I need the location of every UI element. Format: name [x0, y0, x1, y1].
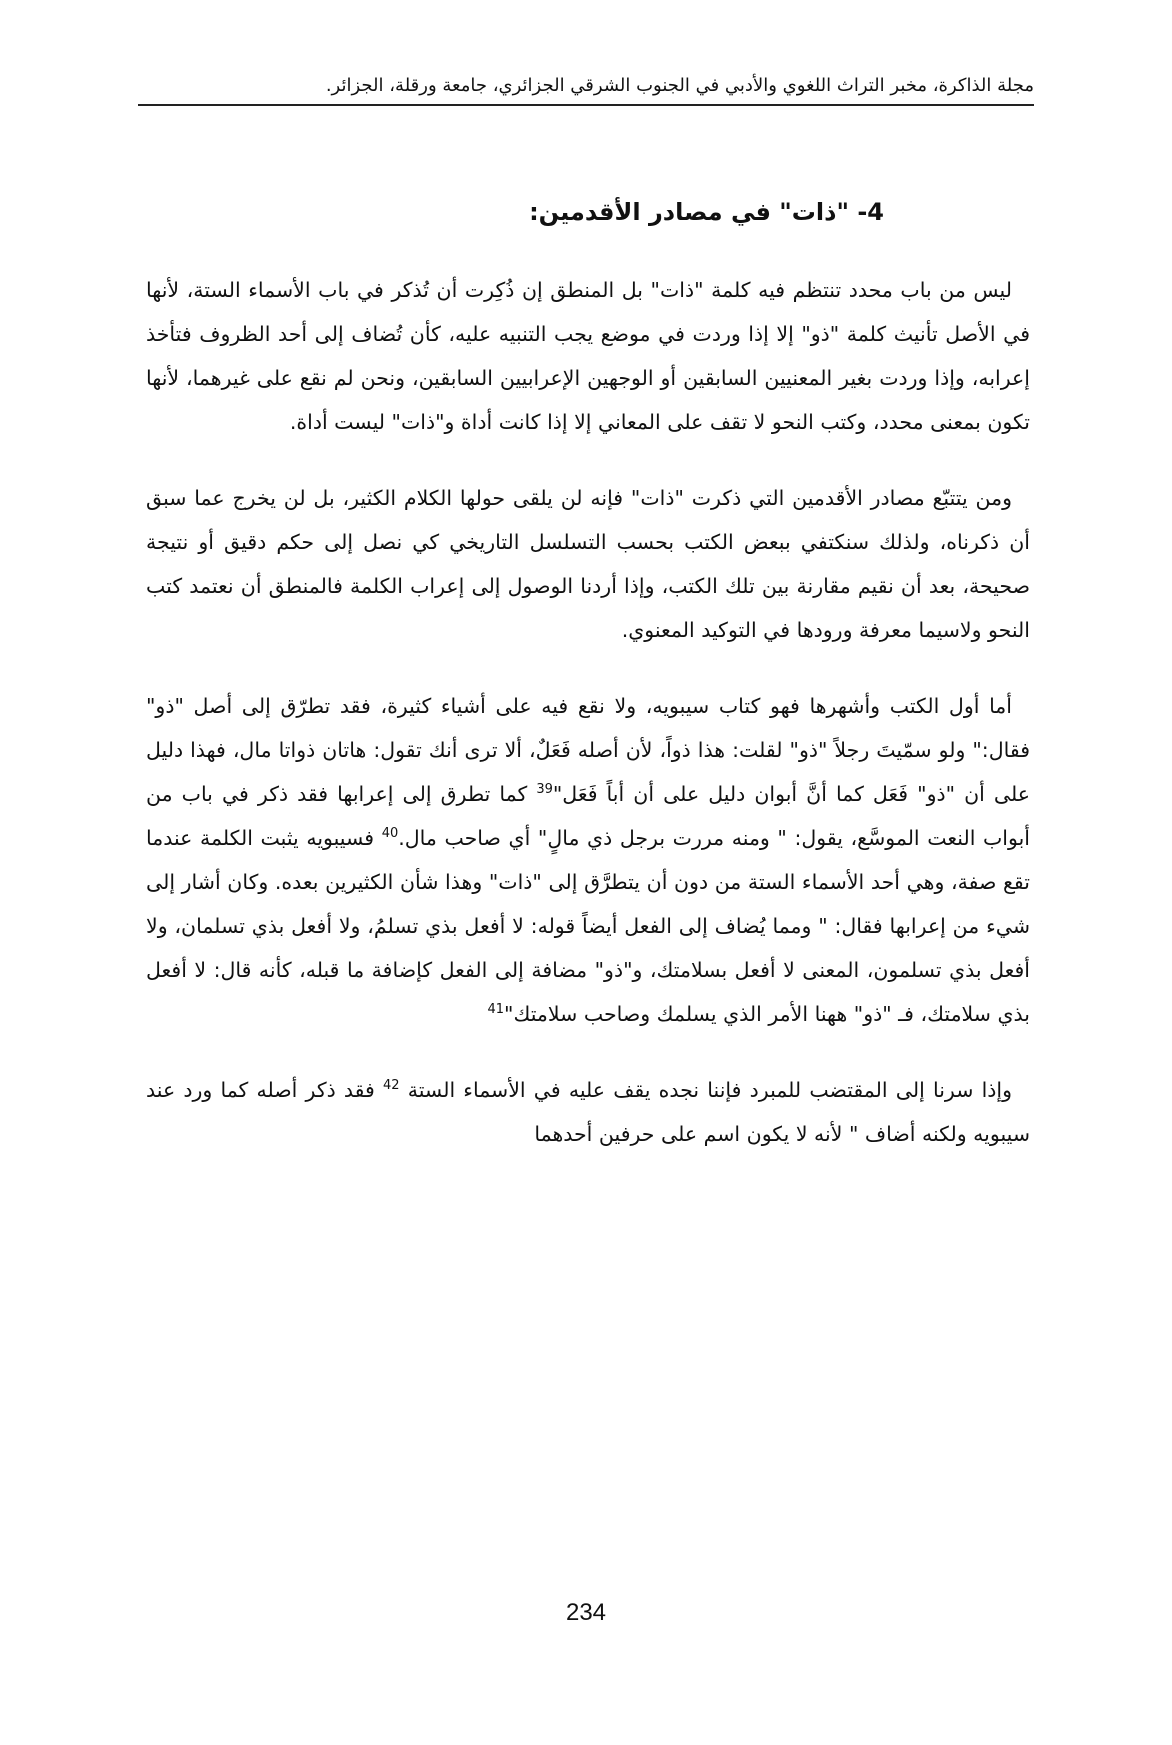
journal-running-header: مجلة الذاكرة، مخبر التراث اللغوي والأدبي في الجنوب الشرقي الجزائري، جامعة ورقلة، الجزائر. [138, 68, 1034, 106]
paragraph-1 [146, 268, 1030, 444]
paragraph-3-text-c: فسيبويه يثبت الكلمة عندما تقع صفة، وهي أحد الأسماء الستة من دون أن يتطرَّق إلى "ذات" وهذا شأن الكثيرين بعده. وكان أشار إلى شيء من إعرابها فقال: " ومما يُضاف إلى الفعل أيضاً قوله: لا أفعل بذي تسلمُ، ولا أفعل بذي تسلمان، ولا أفعل بذي تسلمون، المعنى لا أفعل بسلامتك، و"ذو" مضافة إلى الفعل كإضافة ما قبله، كأنه قال: لا أفعل بذي سلامتك، فـ "ذو" ههنا الأمر الذي يسلمك وصاحب سلامتك" [146, 826, 1030, 1026]
paragraph-1-text: ليس من باب محدد تنتظم فيه كلمة "ذات" بل المنطق إن ذُكِرت أن تُذكر في باب الأسماء الستة، لأنها في الأصل تأنيث كلمة "ذو" إلا إذا وردت في موضع يجب التنبيه عليه، كأن تُضاف إلى أحد الظروف فتأخذ إعرابه، وإذا وردت بغير المعنيين السابقين أو الوجهين الإعرابيين السابقين، ونحن لم نقع على غيرهما، لأنها تكون بمعنى محدد، وكتب النحو لا تقف على المعاني إلا إذا كانت أداة و"ذات" ليست أداة. [146, 278, 1030, 434]
page-number: 234 [565, 1599, 607, 1626]
paragraph-3 [146, 684, 1030, 1036]
paragraph-3-text-b: كما تطرق إلى إعرابها فقد ذكر في باب من أبواب النعت الموسَّع، يقول: " ومنه مررت برجل ذي مالٍ" أي صاحب مال. [146, 782, 1030, 850]
paragraph-4-text-a: وإذا سرنا إلى المقتضب للمبرد فإننا نجده يقف عليه في الأسماء الستة [407, 1078, 1012, 1102]
paragraph-4-text-b: فقد ذكر أصله كما ورد عند سيبويه ولكنه أضاف " لأنه لا يكون اسم على حرفين أحدهما [146, 1078, 1030, 1146]
footnote-ref-40: 40 [381, 826, 399, 842]
paragraph-2-text: ومن يتتبّع مصادر الأقدمين التي ذكرت "ذات" فإنه لن يلقى حولها الكلام الكثير، بل لن يخرج عما سبق أن ذكرناه، ولذلك سنكتفي ببعض الكتب بحسب التسلسل التاريخي كي نصل إلى حكم دقيق أو نتيجة صحيحة، بعد أن نقيم مقارنة بين تلك الكتب، وإذا أردنا الوصول إلى إعراب الكلمة فالمنطق أن نعتمد كتب النحو ولاسيما معرفة ورودها في التوكيد المعنوي. [146, 486, 1030, 642]
section-heading: 4- "ذات" في مصادر الأقدمين: [529, 198, 884, 226]
paragraph-2 [146, 476, 1030, 652]
footnote-ref-39: 39 [536, 782, 553, 798]
footnote-ref-41: 41 [487, 1002, 505, 1018]
footnote-ref-42: 42 [383, 1078, 400, 1094]
paragraph-4 [146, 1068, 1030, 1156]
body-text [146, 268, 1030, 1188]
paragraph-3-text-a: أما أول الكتب وأشهرها فهو كتاب سيبويه، ولا نقع فيه على أشياء كثيرة، فقد تطرّق إلى أصل "ذو" فقال:" ولو سمّيتَ رجلاً "ذو" لقلت: هذا ذواً، لأن أصله فَعَلٌ، ألا ترى أنك تقول: هاتان ذواتا مال، فهذا دليل على أن "ذو" فَعَل كما أنَّ أبوان دليل على أن أباً فَعَل" [146, 694, 1030, 806]
